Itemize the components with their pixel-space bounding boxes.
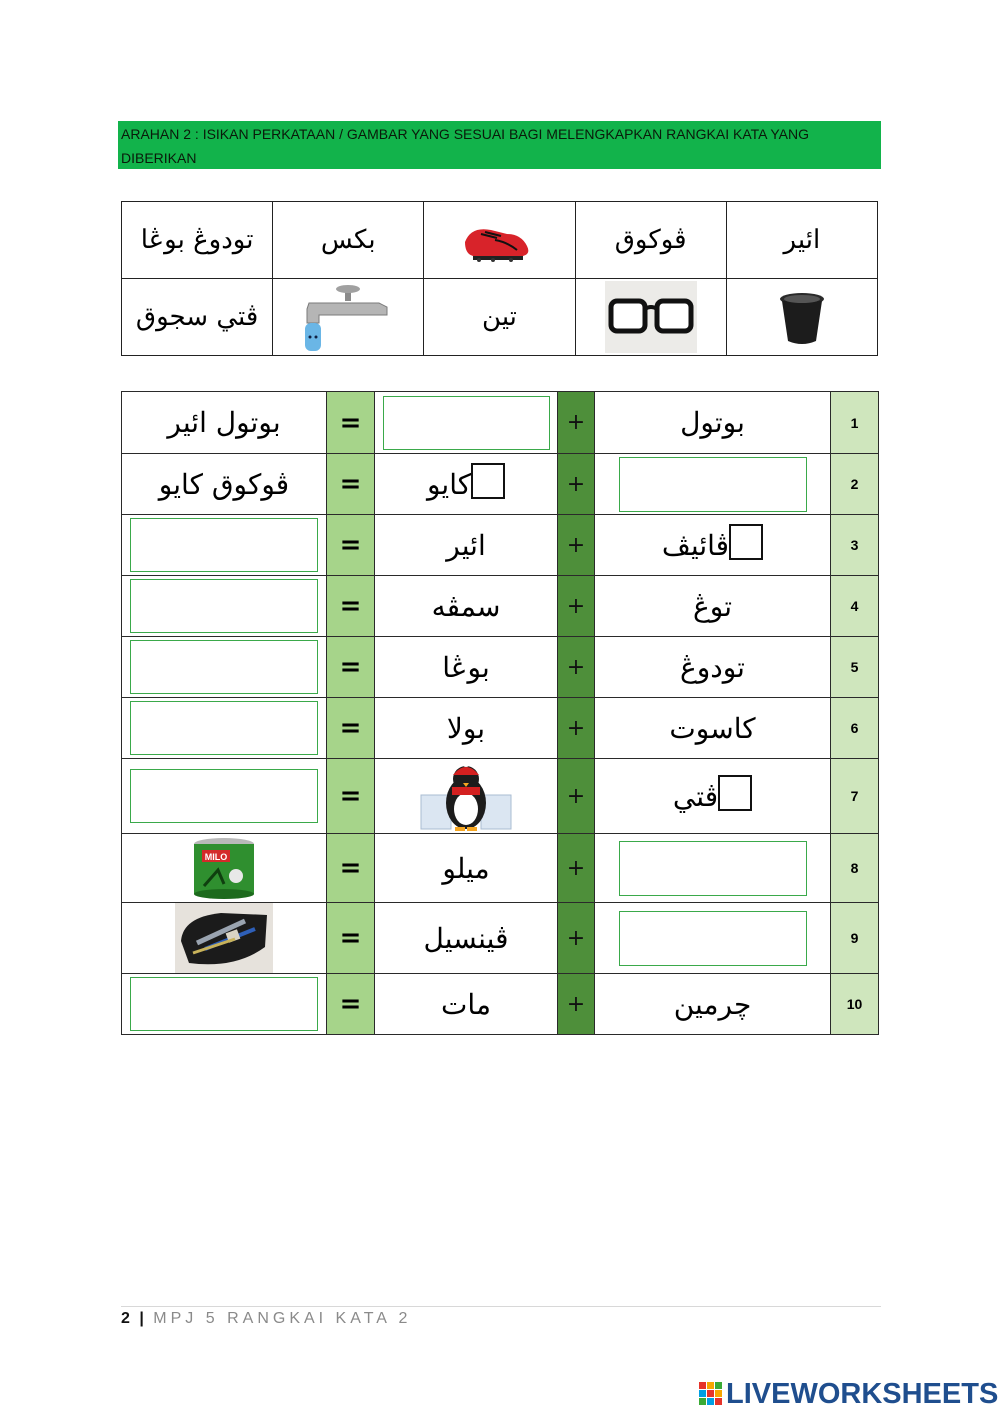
page-footer — [121, 1310, 411, 1328]
shoe-image — [461, 212, 537, 268]
row-number: 1 — [831, 392, 879, 454]
result-cell — [122, 903, 327, 974]
table-row — [122, 392, 879, 454]
row-number: 4 — [831, 576, 879, 637]
word2-cell: ميلو — [375, 834, 558, 903]
answer-box[interactable] — [619, 911, 807, 966]
word1-cell: چرمين — [595, 974, 831, 1035]
plus-sign: + — [558, 454, 595, 515]
result-cell — [122, 515, 327, 576]
table-row — [122, 903, 879, 974]
word1-cell: بوتول — [595, 392, 831, 454]
footer-title: MPJ 5 RANGKAI KATA 2 — [153, 1310, 412, 1327]
result-cell — [122, 759, 327, 834]
table-row — [122, 698, 879, 759]
row-number: 3 — [831, 515, 879, 576]
bank-air[interactable]: ائير — [726, 202, 877, 279]
equals-sign: = — [327, 392, 375, 454]
plus-sign: + — [558, 637, 595, 698]
word-bank — [121, 201, 878, 356]
instruction-banner: ARAHAN 2 : ISIKAN PERKATAAN / GAMBAR YANG SESUAI BAGI MELENGKAPKAN RANGKAI KATA YANG DIBERIKAN — [118, 121, 881, 169]
bank-glasses-image[interactable] — [575, 279, 726, 356]
plus-sign: + — [558, 834, 595, 903]
row-number: 7 — [831, 759, 879, 834]
table-row — [122, 576, 879, 637]
word2-cell: بولا — [375, 698, 558, 759]
answer-box[interactable] — [130, 640, 318, 694]
equals-sign: = — [327, 515, 375, 576]
word1-cell: ڤتي — [595, 759, 831, 834]
brand-text: LIVEWORKSHEETS — [726, 1377, 999, 1410]
equals-sign: = — [327, 698, 375, 759]
word2-cell: بوڠا — [375, 637, 558, 698]
milo-tin-image — [190, 836, 258, 900]
liveworksheets-logo[interactable] — [698, 1378, 998, 1410]
plus-sign: + — [558, 759, 595, 834]
result-cell — [122, 576, 327, 637]
word1-cell — [595, 454, 831, 515]
equals-sign: = — [327, 576, 375, 637]
plus-sign: + — [558, 576, 595, 637]
table-row — [122, 637, 879, 698]
blank-square[interactable] — [471, 463, 505, 499]
row-number: 6 — [831, 698, 879, 759]
equals-sign: = — [327, 454, 375, 515]
plus-sign: + — [558, 698, 595, 759]
equals-sign: = — [327, 903, 375, 974]
word2-cell: سمڤه — [375, 576, 558, 637]
row-number: 10 — [831, 974, 879, 1035]
footer-divider — [121, 1306, 881, 1307]
word1-cell — [595, 903, 831, 974]
bank-peti-sejuk[interactable]: ڤتي سجوق — [122, 279, 273, 356]
plus-sign: + — [558, 515, 595, 576]
bank-tin[interactable]: تين — [424, 279, 575, 356]
answer-box[interactable] — [130, 977, 318, 1031]
tap-image — [299, 279, 397, 355]
row-number: 9 — [831, 903, 879, 974]
result-cell — [122, 834, 327, 903]
word2-cell: ڤينسيل — [375, 903, 558, 974]
plus-sign: + — [558, 903, 595, 974]
bank-beg[interactable]: بکس — [273, 202, 424, 279]
word1-cell: ڤائيڤ — [595, 515, 831, 576]
glasses-image — [605, 281, 697, 353]
bank-tudung-bunga[interactable]: تودوڠ بوڠا — [122, 202, 273, 279]
blank-square[interactable] — [729, 524, 763, 560]
answer-box[interactable] — [383, 396, 550, 450]
bank-shoe-image[interactable] — [424, 202, 575, 279]
plus-sign: + — [558, 974, 595, 1035]
result-cell — [122, 974, 327, 1035]
table-row — [122, 515, 879, 576]
bank-bucket-image[interactable] — [726, 279, 877, 356]
table-row — [122, 834, 879, 903]
pencil-case-image — [175, 903, 273, 973]
answer-box[interactable] — [619, 457, 807, 512]
answer-box[interactable] — [130, 579, 318, 633]
word1-cell: کاسوت — [595, 698, 831, 759]
word2-cell: ائير — [375, 515, 558, 576]
blank-square[interactable] — [718, 775, 752, 811]
equals-sign: = — [327, 759, 375, 834]
row-number: 2 — [831, 454, 879, 515]
table-row — [122, 974, 879, 1035]
plus-sign: + — [558, 392, 595, 454]
penguin-ice-image — [419, 759, 513, 833]
result-cell — [122, 698, 327, 759]
bucket-image — [772, 287, 832, 347]
word2-cell — [375, 392, 558, 454]
answer-box[interactable] — [130, 518, 318, 572]
equals-sign: = — [327, 637, 375, 698]
word1-cell: تودوڠ — [595, 637, 831, 698]
answer-box[interactable] — [130, 769, 318, 823]
bank-pokok[interactable]: ڤوکوق — [575, 202, 726, 279]
footer-separator: | — [139, 1310, 145, 1327]
word2-cell — [375, 759, 558, 834]
equals-sign: = — [327, 974, 375, 1035]
equals-sign: = — [327, 834, 375, 903]
result-cell: ڤوکوق کايو — [122, 454, 327, 515]
answer-box[interactable] — [619, 841, 807, 896]
word2-cell: مات — [375, 974, 558, 1035]
svg-text:MILO: MILO — [204, 852, 228, 862]
bank-tap-image[interactable] — [273, 279, 424, 356]
word1-cell — [595, 834, 831, 903]
result-cell — [122, 637, 327, 698]
row-number: 5 — [831, 637, 879, 698]
rangkai-kata-table — [121, 391, 879, 1035]
table-row — [122, 454, 879, 515]
table-row — [122, 759, 879, 834]
page-number: 2 — [121, 1310, 131, 1327]
word2-cell: کايو — [375, 454, 558, 515]
result-cell: بوتول ائير — [122, 392, 327, 454]
liveworksheets-icon — [698, 1381, 724, 1407]
row-number: 8 — [831, 834, 879, 903]
word1-cell: توڠ — [595, 576, 831, 637]
answer-box[interactable] — [130, 701, 318, 755]
